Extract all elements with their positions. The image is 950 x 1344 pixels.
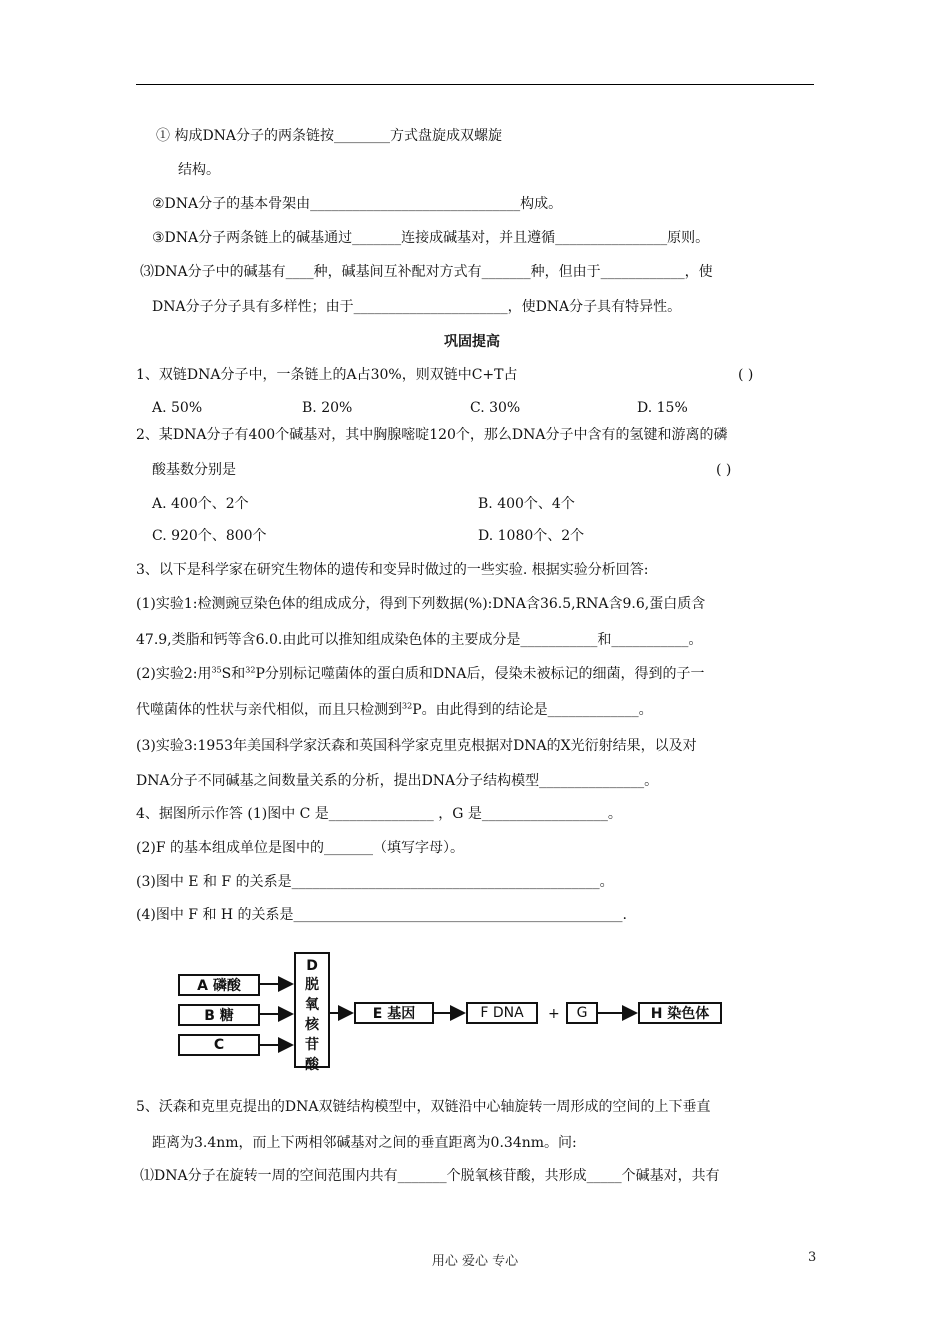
node-h: H 染色体: [638, 1002, 722, 1024]
text-span: P。由此得到的结论是_____________。: [412, 702, 653, 718]
question-3-1-cont: 47.9,类脂和钙等含6.0.由此可以推知组成染色体的主要成分是___________和___________。: [136, 632, 703, 648]
node-c: C: [178, 1034, 260, 1056]
question-5-cont: 距离为3.4nm，而上下两相邻碱基对之间的垂直距离为0.34nm。问:: [152, 1135, 577, 1151]
concept-diagram: [170, 950, 730, 1073]
text-line: ⑶DNA分子中的碱基有____种，碱基间互补配对方式有_______种，但由于____________，使: [140, 264, 713, 280]
page-footer: 用心 爱心 专心: [431, 1254, 519, 1269]
question-2-cont: 酸基数分别是: [152, 462, 236, 478]
node-d-char: 氧: [305, 997, 319, 1013]
option-a: A. 400个、2个: [152, 496, 249, 512]
node-d-char: D: [306, 958, 318, 974]
question-3-3: (3)实验3:1953年美国科学家沃森和英国科学家克里克根据对DNA的X光衍射结果，以及对: [136, 738, 697, 754]
question-3-3-cont: DNA分子不同碱基之间数量关系的分析，提出DNA分子结构模型_______________。: [136, 773, 659, 789]
option-c: C. 920个、800个: [152, 528, 267, 544]
question-4: 4、据图所示作答 (1)图中 C 是_______________ ，G 是__________________。: [136, 806, 622, 822]
text-line: ① 构成DNA分子的两条链按________方式盘旋成双螺旋: [156, 128, 503, 144]
question-1: 1、双链DNA分子中，一条链上的A占30%，则双链中C+T占: [136, 367, 518, 383]
option-b: B. 400个、4个: [478, 496, 575, 512]
page-number: 3: [808, 1250, 817, 1265]
question-4-3: (3)图中 E 和 F 的关系是____________________________________________。: [136, 874, 614, 890]
node-d-char: 酸: [305, 1057, 319, 1073]
node-d-char: 核: [305, 1017, 319, 1033]
question-3-2: [136, 664, 704, 684]
question-4-4: (4)图中 F 和 H 的关系是_______________________________________________.: [136, 907, 628, 923]
superscript: 32: [245, 665, 256, 675]
node-g: G: [566, 1002, 598, 1024]
text-line: ③DNA分子两条链上的碱基通过_______连接成碱基对，并且遵循________________原则。: [152, 230, 710, 246]
superscript: 32: [402, 701, 413, 711]
question-5: 5、沃森和克里克提出的DNA双链结构模型中，双链沿中心轴旋转一周形成的空间的上下垂直: [136, 1099, 711, 1115]
question-3-1: (1)实验1:检测豌豆染色体的组成成分，得到下列数据(%):DNA含36.5,RNA含9.6,蛋白质含: [136, 596, 706, 612]
plus-sign: +: [548, 1006, 560, 1022]
node-d-char: 苷: [305, 1037, 319, 1053]
option-d: D. 15%: [637, 400, 688, 416]
question-4-2: (2)F 的基本组成单位是图中的_______（填写字母）。: [136, 840, 464, 856]
node-e: E 基因: [354, 1002, 434, 1024]
text-span: P分别标记噬菌体的蛋白质和DNA后，侵染未被标记的细菌，得到的子一: [255, 666, 705, 682]
header-rule: [136, 84, 814, 85]
answer-paren: ( ): [716, 462, 732, 478]
text-line: DNA分子分子具有多样性；由于______________________，使DNA分子具有特异性。: [152, 299, 682, 315]
question-3: 3、以下是科学家在研究生物体的遗传和变异时做过的一些实验. 根据实验分析回答:: [136, 562, 649, 578]
node-d: [294, 952, 330, 1073]
option-c: C. 30%: [470, 400, 521, 416]
text-span: 代噬菌体的性状与亲代相似，而且只检测到: [136, 702, 402, 718]
node-a: A 磷酸: [178, 974, 260, 996]
question-3-2-cont: [136, 700, 653, 720]
node-d-char: 脱: [305, 977, 319, 993]
node-f: F DNA: [466, 1002, 538, 1024]
node-b: B 糖: [178, 1004, 260, 1026]
text-span: (2)实验2:用: [136, 666, 212, 682]
text-line: 结构。: [178, 162, 220, 178]
text-line: ②DNA分子的基本骨架由______________________________构成。: [152, 196, 563, 212]
question-2: 2、某DNA分子有400个碱基对，其中胸腺嘧啶120个，那么DNA分子中含有的氢键和游离的磷: [136, 427, 728, 443]
superscript: 35: [211, 665, 222, 675]
option-d: D. 1080个、2个: [478, 528, 585, 544]
answer-paren: ( ): [738, 367, 754, 383]
section-heading: 巩固提高: [444, 334, 500, 350]
question-5-1: ⑴DNA分子在旋转一周的空间范围内共有_______个脱氧核苷酸，共形成_____个碱基对，共有: [140, 1168, 720, 1184]
text-span: S和: [221, 666, 246, 682]
option-a: A. 50%: [152, 400, 203, 416]
option-b: B. 20%: [302, 400, 353, 416]
